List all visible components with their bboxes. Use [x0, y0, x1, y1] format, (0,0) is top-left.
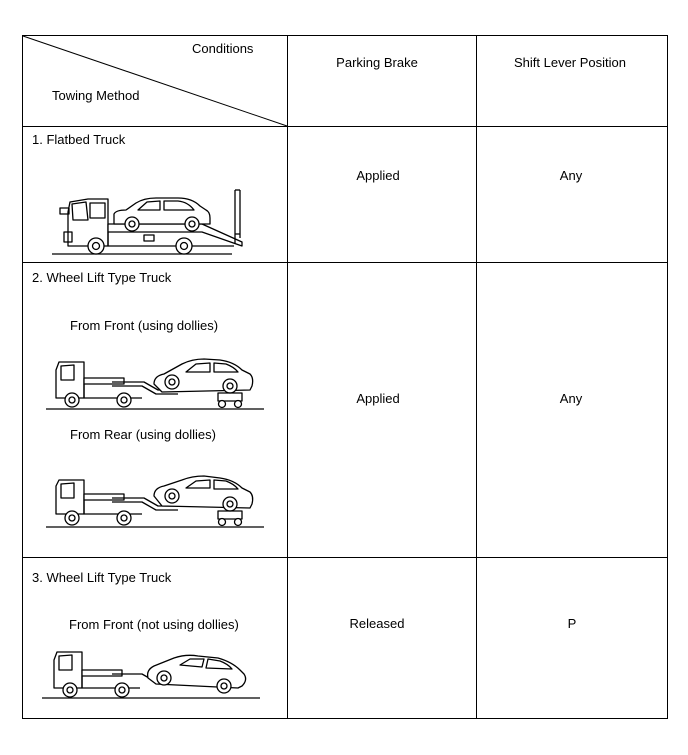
header-shift-lever-position: Shift Lever Position — [513, 55, 627, 70]
wheel-lift-front-dollies-icon — [46, 356, 266, 412]
header-towing-method: Towing Method — [52, 88, 140, 103]
header-conditions: Conditions — [192, 41, 254, 56]
row1-parking-brake-value: Applied — [356, 168, 400, 183]
row3-shift-lever-value: P — [567, 616, 577, 631]
row2-caption-front-dollies: From Front (using dollies) — [70, 318, 219, 333]
header-parking-brake: Parking Brake — [336, 55, 418, 70]
row3-caption-front-no-dollies: From Front (not using dollies) — [69, 617, 239, 632]
row2-shift-lever-value: Any — [559, 391, 583, 406]
row2-caption-rear-dollies: From Rear (using dollies) — [70, 427, 216, 442]
row3-method-title: 3. Wheel Lift Type Truck — [32, 570, 172, 585]
row2-parking-brake-value: Applied — [356, 391, 400, 406]
row1-shift-lever-value: Any — [559, 168, 583, 183]
row1-method-title: 1. Flatbed Truck — [32, 132, 126, 147]
flatbed-truck-icon — [52, 186, 247, 258]
row3-parking-brake-value: Released — [349, 616, 405, 631]
row2-method-title: 2. Wheel Lift Type Truck — [32, 270, 172, 285]
wheel-lift-front-no-dollies-icon — [42, 648, 262, 700]
wheel-lift-rear-dollies-icon — [46, 474, 266, 530]
